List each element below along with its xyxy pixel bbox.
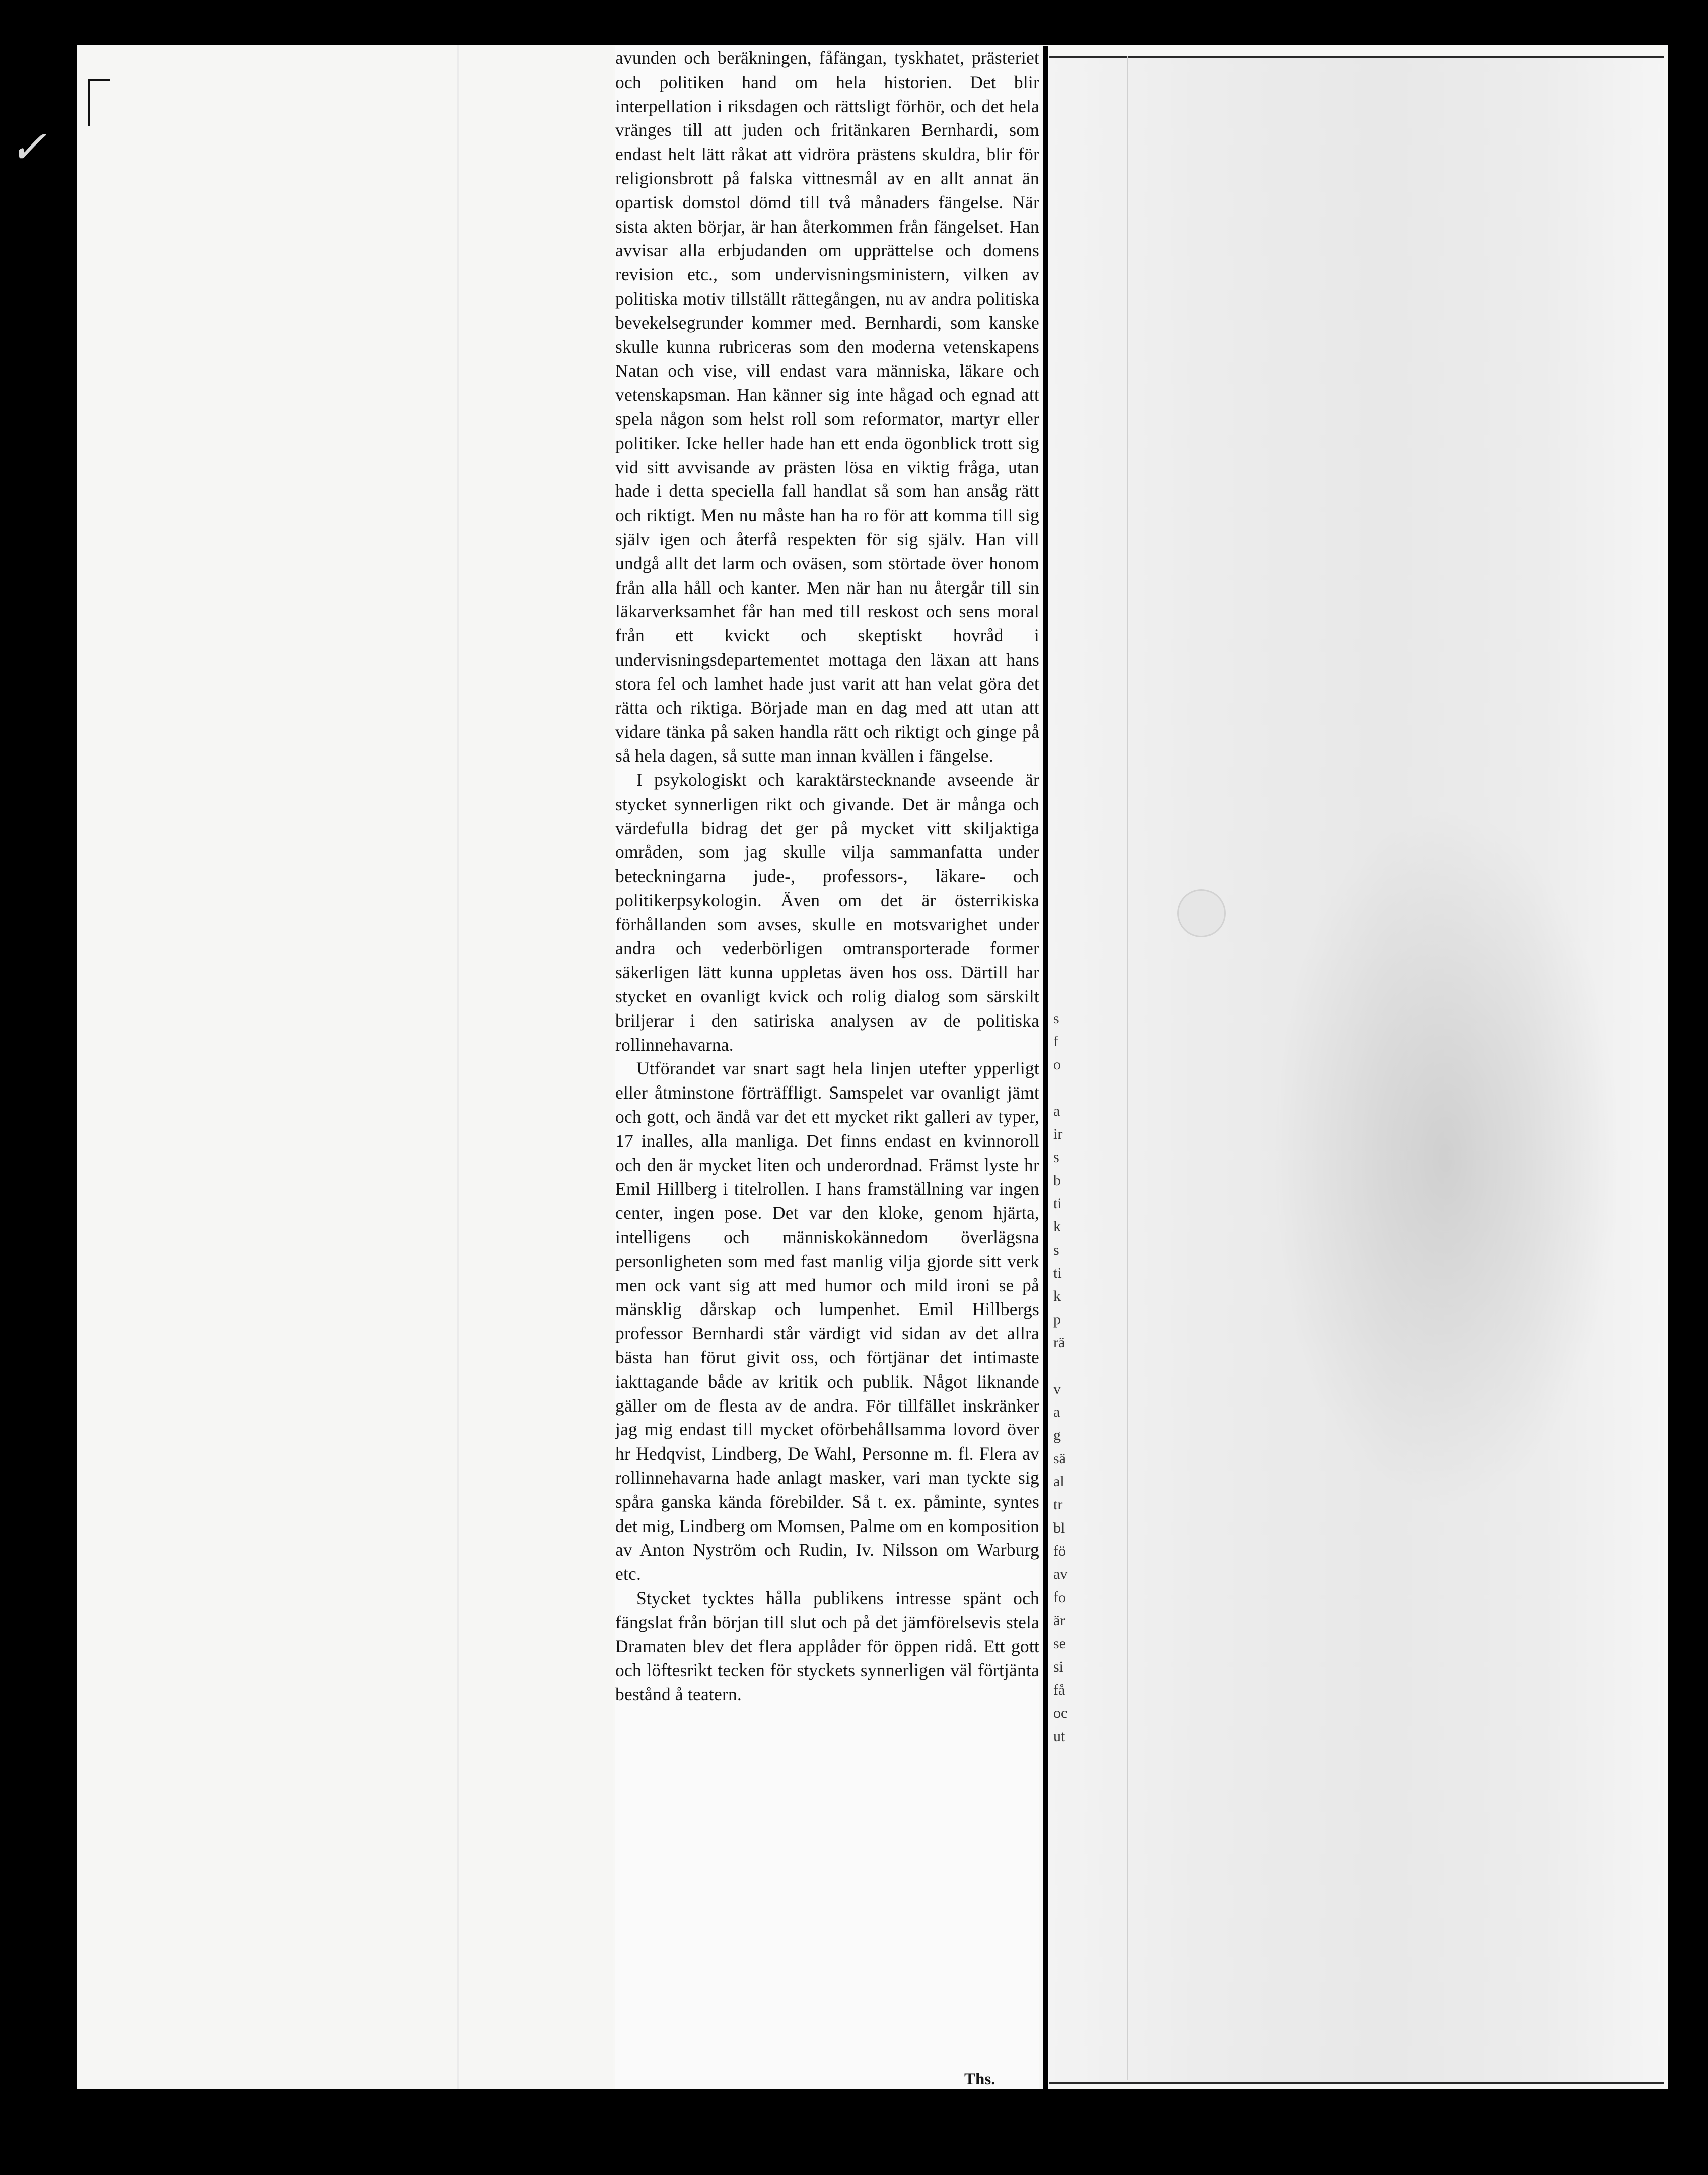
margin-letter: fo xyxy=(1053,1589,1066,1606)
margin-letter: rä xyxy=(1053,1334,1065,1351)
margin-letter: k xyxy=(1053,1218,1061,1235)
margin-letter: v xyxy=(1053,1381,1061,1397)
margin-letter: sä xyxy=(1053,1450,1066,1467)
margin-letter: ir xyxy=(1053,1126,1063,1142)
margin-letter: f xyxy=(1053,1033,1058,1050)
adjacent-column-fragment xyxy=(1053,1007,1074,1748)
margin-letter: k xyxy=(1053,1288,1061,1304)
margin-letter: s xyxy=(1053,1149,1059,1166)
margin-letter: a xyxy=(1053,1103,1060,1119)
handwritten-check-mark: ✓ xyxy=(9,123,47,173)
article-column xyxy=(615,46,1039,2089)
margin-letter xyxy=(1053,1354,1074,1378)
article-paragraph-1: avunden och beräkningen, fåfängan, tyskhatet, prästeriet och politiken hand om hela historien. Det blir interpellation i riksdagen och rättsligt förhör, och det hela vränges till att juden och fritänkaren Bernhardi, som endast helt lätt råkat att vidröra prästens skuldra, blir för religionsbrott på falska vittnesmål av en allt annat än opartisk domstol dömd till två månaders fängelse. När sista akten börjar, är han återkommen från fängelset. Han avvisar alla erbjudanden om upprättelse och domens revision etc., som undervisningsministern, vilken av politiska motiv tillställt rättegången, nu av andra politiska bevekelsegrunder kommer med. Bernhardi, som kanske skulle kunna rubriceras som den moderna vetenskapens Natan och vise, vill endast vara människa, läkare och vetenskapsman. Han känner sig inte hågad och egnad att spela någon som helst roll som reformator, martyr eller politiker. Icke heller hade han ett enda ögonblick trott sig vid sitt avvisande av prästen lösa en viktig fråga, utan hade i detta speciella fall handlat så som han ansåg rätt och riktigt. Men nu måste han ha ro för att komma till sig själv igen och återfå respekten för sig själv. Han vill undgå allt det larm och oväsen, som störtade över honom från alla håll och kanter. Men när han nu återgår till sin läkarverksamhet får han med till reskost och sens moral från ett kvickt och skeptiskt hovråd i undervisningsdepartementet mottaga den läxan att hans stora fel och lamhet hade just varit att han velat göra det rätta och riktiga. Började man en dag med att utan att vidare tänka på saken handla rätt och riktigt och ginge på så hela dagen, så sutte man innan kvällen i fängelse. xyxy=(615,48,1039,766)
article-paragraph-4: Stycket tycktes hålla publikens intresse spänt och fängslat från början till slut och på det jämförelsevis stela Dramaten blev det flera applåder för öppen ridå. Ett gott och löftesrikt tecken för styckets synnerligen väl förtjänta bestånd å teatern. xyxy=(615,1588,1039,1705)
margin-letter: oc xyxy=(1053,1705,1068,1721)
library-stamp xyxy=(1177,889,1226,937)
margin-letter: få xyxy=(1053,1682,1065,1698)
margin-letter: s xyxy=(1053,1242,1059,1258)
margin-letter: b xyxy=(1053,1172,1061,1189)
column-rule xyxy=(1043,46,1048,2095)
margin-letter: g xyxy=(1053,1427,1061,1443)
margin-letter: bl xyxy=(1053,1519,1065,1536)
margin-letter: al xyxy=(1053,1473,1064,1490)
corner-crop-mark xyxy=(88,79,110,126)
adjacent-page-edge xyxy=(1127,56,1128,2080)
margin-letter: av xyxy=(1053,1566,1068,1582)
margin-letter: p xyxy=(1053,1311,1061,1328)
scan-shadow xyxy=(1269,806,1621,1510)
margin-letter: se xyxy=(1053,1635,1066,1652)
margin-letter xyxy=(1053,1076,1074,1100)
margin-letter: ti xyxy=(1053,1195,1062,1212)
fold-line xyxy=(457,45,459,2089)
article-paragraph-2: I psykologiskt och karaktärstecknande avseende är stycket synnerligen rikt och givande. Det är många och värdefulla bidrag det ger på mycket vitt skiljaktiga områden, som jag skulle vilja sammanfatta under beteckningarna jude-, professors-, läkare- och politikerpsykologin. Även om det är österrikiska förhållanden som avses, skulle en motsvarighet under andra och vederbörligen omtransporterade former säkerligen lätt kunna uppletas även hos oss. Därtill har stycket en ovanligt kvick och rolig dialog som särskilt briljerar i den satiriska analysen av de politiska rollinnehavarna. xyxy=(615,769,1039,1055)
margin-letter: tr xyxy=(1053,1496,1063,1513)
margin-letter: fö xyxy=(1053,1543,1066,1559)
author-signature: Ths. xyxy=(964,2070,995,2088)
blank-left-area xyxy=(77,45,613,2089)
margin-letter: s xyxy=(1053,1010,1059,1027)
margin-letter: si xyxy=(1053,1658,1064,1675)
margin-letter: ut xyxy=(1053,1728,1065,1745)
margin-letter: o xyxy=(1053,1056,1061,1073)
margin-letter: ti xyxy=(1053,1265,1062,1281)
article-paragraph-3: Utförandet var snart sagt hela linjen utefter ypperligt eller åtminstone förträffligt. Samspelet var ovanligt jämt och gott, och ändå var det ett mycket rikt galleri av typer, 17 inalles, alla manliga. Det finns endast en kvinnoroll och den är mycket liten och underordnad. Främst lyste hr Emil Hillberg i titelrollen. I hans framställning var ingen center, ingen pose. Det var den kloke, genom hjärta, intelligens och människokännedom överlägsna personligheten som med fast manlig vilja gjorde sitt verk men ock vant sig att med humor och mild ironi se på mänsklig dårskap och lumpenhet. Emil Hillbergs professor Bernhardi står värdigt vid sidan av det allra bästa han förut givit oss, och förtjänar det intimaste iakttagande både av kritik och publik. Något liknande gäller om de flesta av de andra. För tillfället inskränker jag mig endast till mycket oförbehållsamma lovord över hr Hedqvist, Lindberg, De Wahl, Personne m. fl. Flera av rollinnehavarna hade anlagt masker, vari man tyckte sig spåra ganska kända förebilder. Så t. ex. påminte, syntes det mig, Lindberg om Momsen, Palme om en komposition av Anton Nyström och Rudin, Iv. Nilsson om Warburg etc. xyxy=(615,1058,1039,1584)
margin-letter: a xyxy=(1053,1404,1060,1420)
margin-letter: är xyxy=(1053,1612,1065,1629)
